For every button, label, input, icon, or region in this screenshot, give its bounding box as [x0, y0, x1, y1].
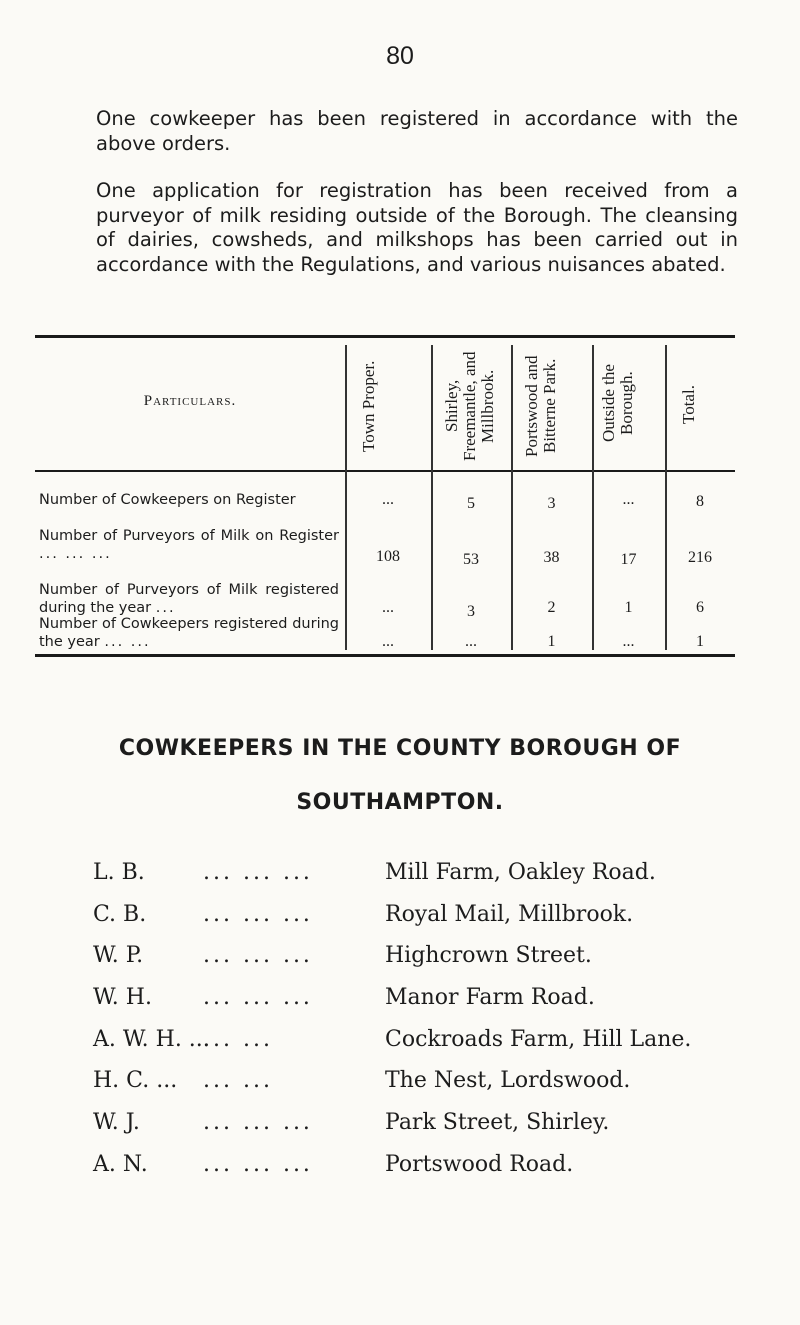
- list-item: [93, 902, 753, 944]
- leader-dots: ... ... ...: [203, 985, 313, 1011]
- cell-shirley: ...: [465, 633, 477, 650]
- header-outside-borough: Outside the Borough.: [599, 364, 636, 442]
- list-item: [93, 1110, 753, 1152]
- leader-dots: ... ... ...: [203, 860, 313, 885]
- leader-dots: ... ... ...: [203, 1110, 313, 1136]
- cell-outside: ...: [622, 633, 635, 650]
- address: Cockroads Farm, Hill Lane.: [385, 1026, 692, 1052]
- cell-town: ...: [382, 633, 394, 650]
- address: The Nest, Lordswood.: [385, 1068, 631, 1094]
- cell-shirley: 5: [467, 495, 475, 512]
- list-item: [93, 1068, 753, 1110]
- paragraph-application: One application for registration has been received from a purveyor of milk residing outside of the Borough. The cleansing of dairies, cowsheds, and milkshops has been carried out in accordance with the Regulations, and various nuisances abated.: [96, 179, 738, 276]
- page-number: 80: [386, 42, 414, 70]
- list-item: [93, 943, 753, 985]
- table-bottom-rule: [35, 654, 735, 657]
- list-item: [93, 1027, 753, 1069]
- cell-town: 108: [376, 548, 400, 565]
- registration-table: [35, 335, 735, 660]
- cell-outside: 17: [620, 551, 637, 568]
- header-particulars: Particulars.: [143, 393, 237, 409]
- cell-portswood: 3: [547, 495, 556, 512]
- cell-outside: ...: [622, 491, 635, 508]
- initials: L. B.: [93, 860, 145, 885]
- initials: H. C. ...: [93, 1068, 178, 1094]
- initials: A. N.: [93, 1151, 148, 1177]
- cell-total: 1: [696, 633, 704, 650]
- cell-portswood: 1: [547, 633, 556, 650]
- leader-dots: ... ... ...: [203, 943, 313, 969]
- leader-dots: ... ...: [203, 1026, 273, 1052]
- cell-town: ...: [382, 599, 394, 616]
- cell-total: 6: [696, 599, 704, 616]
- section-title-continued: SOUTHAMPTON.: [296, 790, 504, 815]
- initials: A. W. H. ...: [93, 1026, 210, 1052]
- section-title: COWKEEPERS IN THE COUNTY BOROUGH OF: [118, 736, 682, 761]
- leader-dots: ... ...: [203, 1068, 273, 1094]
- paragraph-cowkeeper-registered: One cowkeeper has been registered in accordance with the above orders.: [96, 107, 738, 155]
- cell-portswood: 38: [543, 549, 560, 566]
- row-label: Number of Cowkeepers registered during the year ... ...: [39, 616, 339, 650]
- address: Manor Farm Road.: [385, 985, 595, 1011]
- row-label: Number of Cowkeepers on Register: [39, 492, 296, 508]
- initials: W. J.: [93, 1110, 140, 1136]
- initials: W. H.: [93, 985, 152, 1011]
- initials: W. P.: [93, 943, 144, 969]
- list-item: [93, 1152, 753, 1194]
- address: Park Street, Shirley.: [385, 1110, 610, 1136]
- address: Mill Farm, Oakley Road.: [385, 860, 656, 885]
- cell-total: 216: [688, 549, 712, 566]
- row-label: Number of Purveyors of Milk on Register ... ... ...: [39, 528, 339, 562]
- list-item: [93, 860, 753, 902]
- cell-outside: 1: [624, 599, 633, 616]
- cell-town: ...: [382, 491, 394, 508]
- cell-shirley: 53: [463, 551, 479, 568]
- header-portswood: Portswood and Bitterne Park.: [522, 355, 559, 457]
- leader-dots: ... ... ...: [203, 901, 313, 927]
- header-town-proper: Town Proper.: [359, 360, 378, 452]
- address: Highcrown Street.: [385, 943, 592, 969]
- cell-shirley: 3: [467, 603, 475, 620]
- cowkeeper-list: [93, 860, 753, 1194]
- header-shirley: Shirley, Freemantle, and Millbrook.: [442, 351, 497, 461]
- cell-total: 8: [696, 493, 704, 510]
- table-header-rule: [35, 470, 735, 472]
- header-total: Total.: [679, 385, 698, 425]
- address: Royal Mail, Millbrook.: [385, 901, 634, 927]
- initials: C. B.: [93, 901, 147, 927]
- leader-dots: ... ... ...: [203, 1151, 313, 1177]
- row-label: Number of Purveyors of Milk registered during the year ...: [39, 582, 339, 616]
- table-top-rule: [35, 335, 735, 338]
- cell-portswood: 2: [547, 599, 556, 616]
- address: Portswood Road.: [385, 1151, 574, 1177]
- list-item: [93, 985, 753, 1027]
